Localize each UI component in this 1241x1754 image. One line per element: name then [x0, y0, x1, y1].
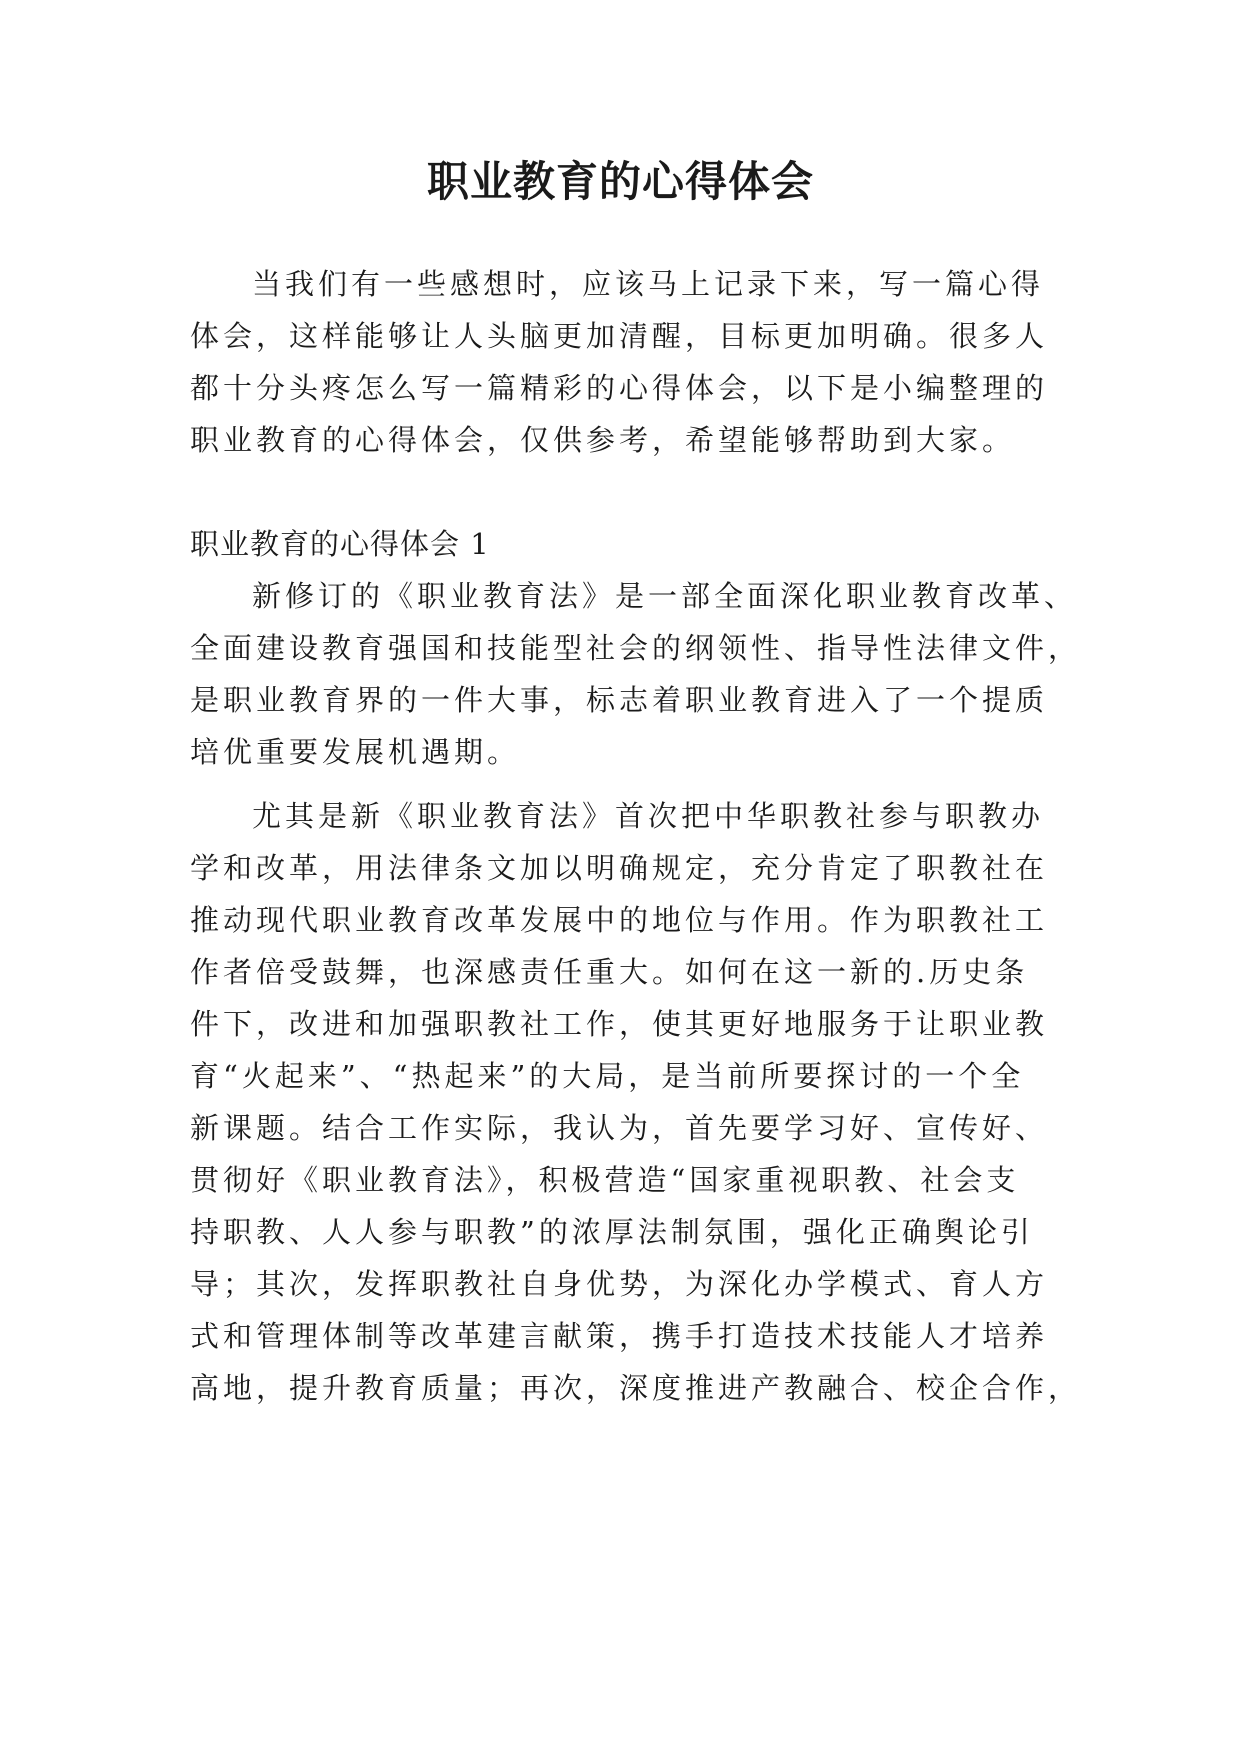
paragraph-line: 贯彻好《职业教育法》，积极营造“国家重视职教、社会支: [190, 1163, 1020, 1197]
paragraph-line: 高地，提升教育质量；再次，深度推进产教融合、校企合作，: [190, 1371, 1082, 1405]
paragraph-line: 新修订的《职业教育法》是一部全面深化职业教育改革、: [252, 579, 1078, 613]
intro-line: 都十分头疼怎么写一篇精彩的心得体会，以下是小编整理的: [190, 371, 1049, 405]
paragraph-line: 学和改革，用法律条文加以明确规定，充分肯定了职教社在: [190, 851, 1049, 885]
paragraph-line: 育“火起来”、“热起来”的大局，是当前所要探讨的一个全: [190, 1059, 1025, 1093]
paragraph-line: 新课题。结合工作实际，我认为，首先要学习好、宣传好、: [190, 1111, 1049, 1145]
intro-line: 当我们有一些感想时，应该马上记录下来，写一篇心得: [252, 267, 1045, 301]
document-title: 职业教育的心得体会: [426, 157, 814, 206]
paragraph-line: 是职业教育界的一件大事，标志着职业教育进入了一个提质: [190, 683, 1049, 717]
intro-line: 体会，这样能够让人头脑更加清醒，目标更加明确。很多人: [190, 319, 1049, 353]
paragraph-line: 式和管理体制等改革建言献策，携手打造技术技能人才培养: [190, 1319, 1049, 1353]
paragraph-line: 作者倍受鼓舞，也深感责任重大。如何在这一新的.历史条: [190, 955, 1029, 989]
intro-line: 职业教育的心得体会，仅供参考，希望能够帮助到大家。: [190, 423, 1016, 457]
paragraph-line: 尤其是新《职业教育法》首次把中华职教社参与职教办: [252, 799, 1045, 833]
paragraph-line: 持职教、人人参与职教”的浓厚法制氛围，强化正确舆论引: [190, 1215, 1034, 1249]
paragraph-line: 全面建设教育强国和技能型社会的纲领性、指导性法律文件，: [190, 631, 1082, 665]
paragraph-line: 推动现代职业教育改革发展中的地位与作用。作为职教社工: [190, 903, 1049, 937]
paragraph-line: 培优重要发展机遇期。: [190, 735, 521, 769]
paragraph-line: 导；其次，发挥职教社自身优势，为深化办学模式、育人方: [190, 1267, 1049, 1301]
section-heading: 职业教育的心得体会 1: [190, 527, 490, 561]
paragraph-line: 件下，改进和加强职教社工作，使其更好地服务于让职业教: [190, 1007, 1049, 1041]
